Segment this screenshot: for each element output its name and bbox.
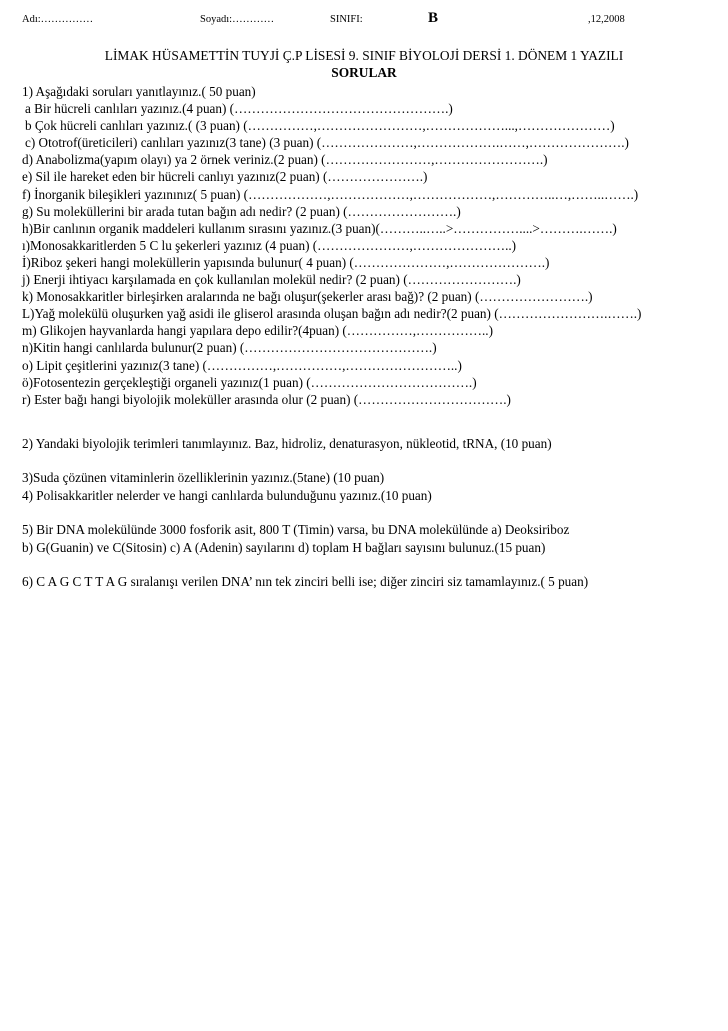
question-1n: n)Kitin hangi canlılarda bulunur(2 puan) (…………………………………….) bbox=[22, 340, 437, 356]
question-1d: d) Anabolizma(yapım olayı) ya 2 örnek veriniz.(2 puan) (……………………,…………………….) bbox=[22, 152, 548, 168]
surname-label: Soyadı:………… bbox=[200, 14, 275, 25]
question-1i-dotted: İ)Riboz şekeri hangi moleküllerin yapısında bulunur( 4 puan) (…………………,………………….) bbox=[22, 254, 550, 270]
question-5-line-1: 5) Bir DNA molekülünde 3000 fosforik asit, 800 T (Timin) varsa, bu DNA molekülünde a) Deoksiriboz bbox=[22, 522, 570, 537]
question-1k: k) Monosakkaritler birleşirken aralarında ne bağı oluşur(şekerler arası bağ)? (2 puan) (…………………….) bbox=[22, 289, 593, 305]
question-4: 4) Polisakkaritler nelerder ve hangi canlılarda bulunduğunu yazınız.(10 puan) bbox=[22, 488, 432, 503]
question-1e: e) Sil ile hareket eden bir hücreli canlıyı yazınız(2 puan) (………………….) bbox=[22, 169, 428, 185]
question-1a: a Bir hücreli canlıları yazınız.(4 puan) (………………………………………….) bbox=[25, 101, 453, 117]
question-1l: L)Yağ molekülü oluşurken yağ asidi ile gliserol arasında oluşan bağın adı nedir?(2 puan) (…………………….…….) bbox=[22, 306, 642, 322]
question-1j: j) Enerji ihtiyacı karşılamada en çok kullanılan molekül nedir? (2 puan) (…………………….) bbox=[22, 272, 521, 288]
question-1g: g) Su moleküllerini bir arada tutan bağın adı nedir? (2 puan) (…………………….) bbox=[22, 203, 461, 219]
question-1o-umlaut: ö)Fotosentezin gerçekleştiği organeli yazınız(1 puan) (……………………………….) bbox=[22, 374, 477, 390]
question-1i: ı)Monosakkaritlerden 5 C lu şekerleri yazınız (4 puan) (…………………,…………………..) bbox=[22, 237, 517, 253]
question-1m: m) Glikojen hayvanlarda hangi yapılara depo edilir?(4puan) (……………,……………..) bbox=[22, 323, 493, 339]
question-6: 6) C A G C T T A G sıralanışı verilen DNA’ nın tek zinciri belli ise; diğer zinciri siz tamamlayınız.( 5 puan) bbox=[22, 574, 589, 589]
exam-title: LİMAK HÜSAMETTİN TUYJİ Ç.P LİSESİ 9. SINIF BİYOLOJİ DERSİ 1. DÖNEM 1 YAZILI bbox=[104, 48, 624, 63]
question-1: 1) Aşağıdaki soruları yanıtlayınız.( 50 puan) bbox=[22, 84, 256, 99]
name-label: Adı:…………… bbox=[22, 14, 94, 25]
question-1c: c) Ototrof(üreticileri) canlıları yazınız(3 tane) (3 puan) (…………………,……………….……,………………….) bbox=[25, 135, 629, 151]
question-5-line-2: b) G(Guanin) ve C(Sitosin) c) A (Adenin) sayılarını d) toplam H bağları sayısını bulunuz.(15 puan) bbox=[22, 540, 546, 555]
question-1o: o) Lipit çeşitlerini yazınız(3 tane) (……………,……………,……………………..) bbox=[22, 357, 462, 373]
question-2: 2) Yandaki biyolojik terimleri tanımlayınız. Baz, hidroliz, denaturasyon, nükleotid, tRNA, (10 puan) bbox=[22, 436, 552, 451]
class-value: B bbox=[428, 10, 439, 26]
question-1b: b Çok hücreli canlıları yazınız.( (3 puan) (……………,……………………,………………...,…………………) bbox=[25, 118, 615, 134]
exam-subtitle: SORULAR bbox=[331, 65, 397, 80]
question-1f: f) İnorganik bileşikleri yazınınız( 5 puan) (………………,………………,………………,…………..…,……..…….) bbox=[22, 186, 639, 202]
question-list bbox=[22, 83, 722, 408]
question-1r: r) Ester bağı hangi biyolojik moleküller arasında olur (2 puan) (…………………………….) bbox=[22, 391, 511, 407]
exam-date: ,12,2008 bbox=[588, 14, 625, 25]
question-1h: h)Bir canlının organik maddeleri kullanım sırasını yazınız.(3 puan)(………..…..>……………....>……….…….) bbox=[22, 220, 617, 236]
question-3: 3)Suda çözünen vitaminlerin özelliklerinin yazınız.(5tane) (10 puan) bbox=[22, 470, 385, 485]
class-label: SINIFI: bbox=[330, 14, 363, 25]
